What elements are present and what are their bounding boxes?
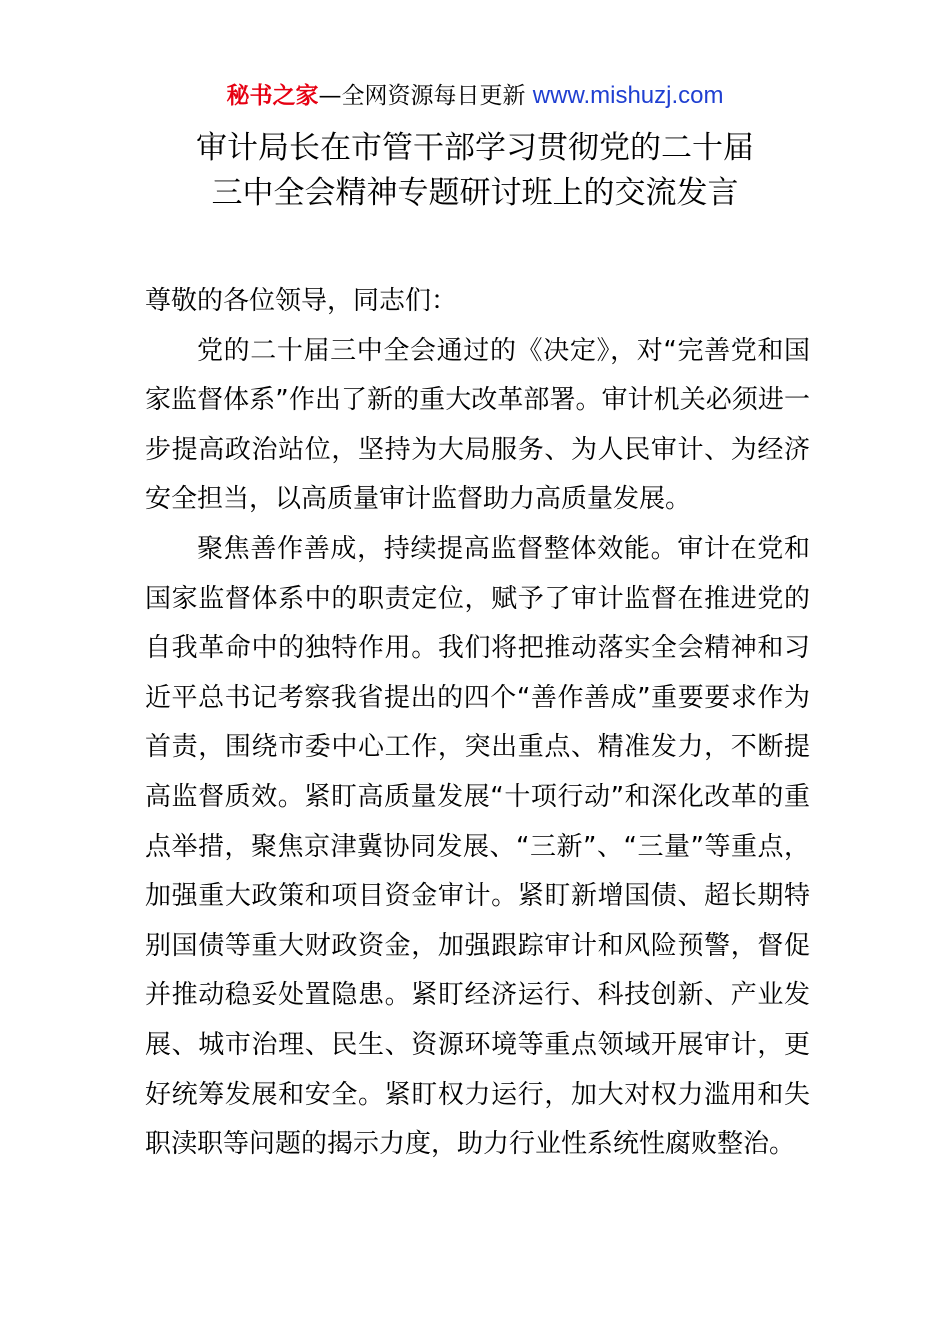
document-body: [145, 277, 810, 1170]
site-url-link[interactable]: www.mishuzj.com: [532, 82, 724, 109]
site-header: [0, 78, 950, 114]
paragraph-focus: 聚焦善作善成，持续提高监督整体效能。审计在党和国家监督体系中的职责定位，赋予了审计监督在推进党的自我革命中的独特作用。我们将把推动落实全会精神和习近平总书记考察我省提出的四个“善作善成”重要要求作为首责，围绕市委中心工作，突出重点、精准发力，不断提高监督质效。紧盯高质量发展“十项行动”和深化改革的重点举措，聚焦京津冀协同发展、“三新”、“三量”等重点，加强重大政策和项目资金审计。紧盯新增国债、超长期特别国债等重大财政资金，加强跟踪审计和风险预警，督促并推动稳妥处置隐患。紧盯经济运行、科技创新、产业发展、城市治理、民生、资源环境等重点领域开展审计，更好统筹发展和安全。紧盯权力运行，加大对权力滥用和失职渎职等问题的揭示力度，助力行业性系统性腐败整治。: [145, 533, 810, 1160]
brand-name: 秘书之家: [226, 83, 319, 109]
salutation: 尊敬的各位领导，同志们：: [145, 286, 458, 316]
site-tagline: —全网资源每日更新: [318, 83, 526, 109]
title-line-1: 审计局长在市管干部学习贯彻党的二十届: [196, 130, 754, 166]
document-title: [0, 126, 950, 216]
title-line-2: 三中全会精神专题研讨班上的交流发言: [211, 175, 739, 211]
paragraph-intro: 党的二十届三中全会通过的《决定》，对“完善党和国家监督体系”作出了新的重大改革部署。审计机关必须进一步提高政治站位，坚持为大局服务、为人民审计、为经济安全担当，以高质量审计监督助力高质量发展。: [145, 335, 810, 515]
